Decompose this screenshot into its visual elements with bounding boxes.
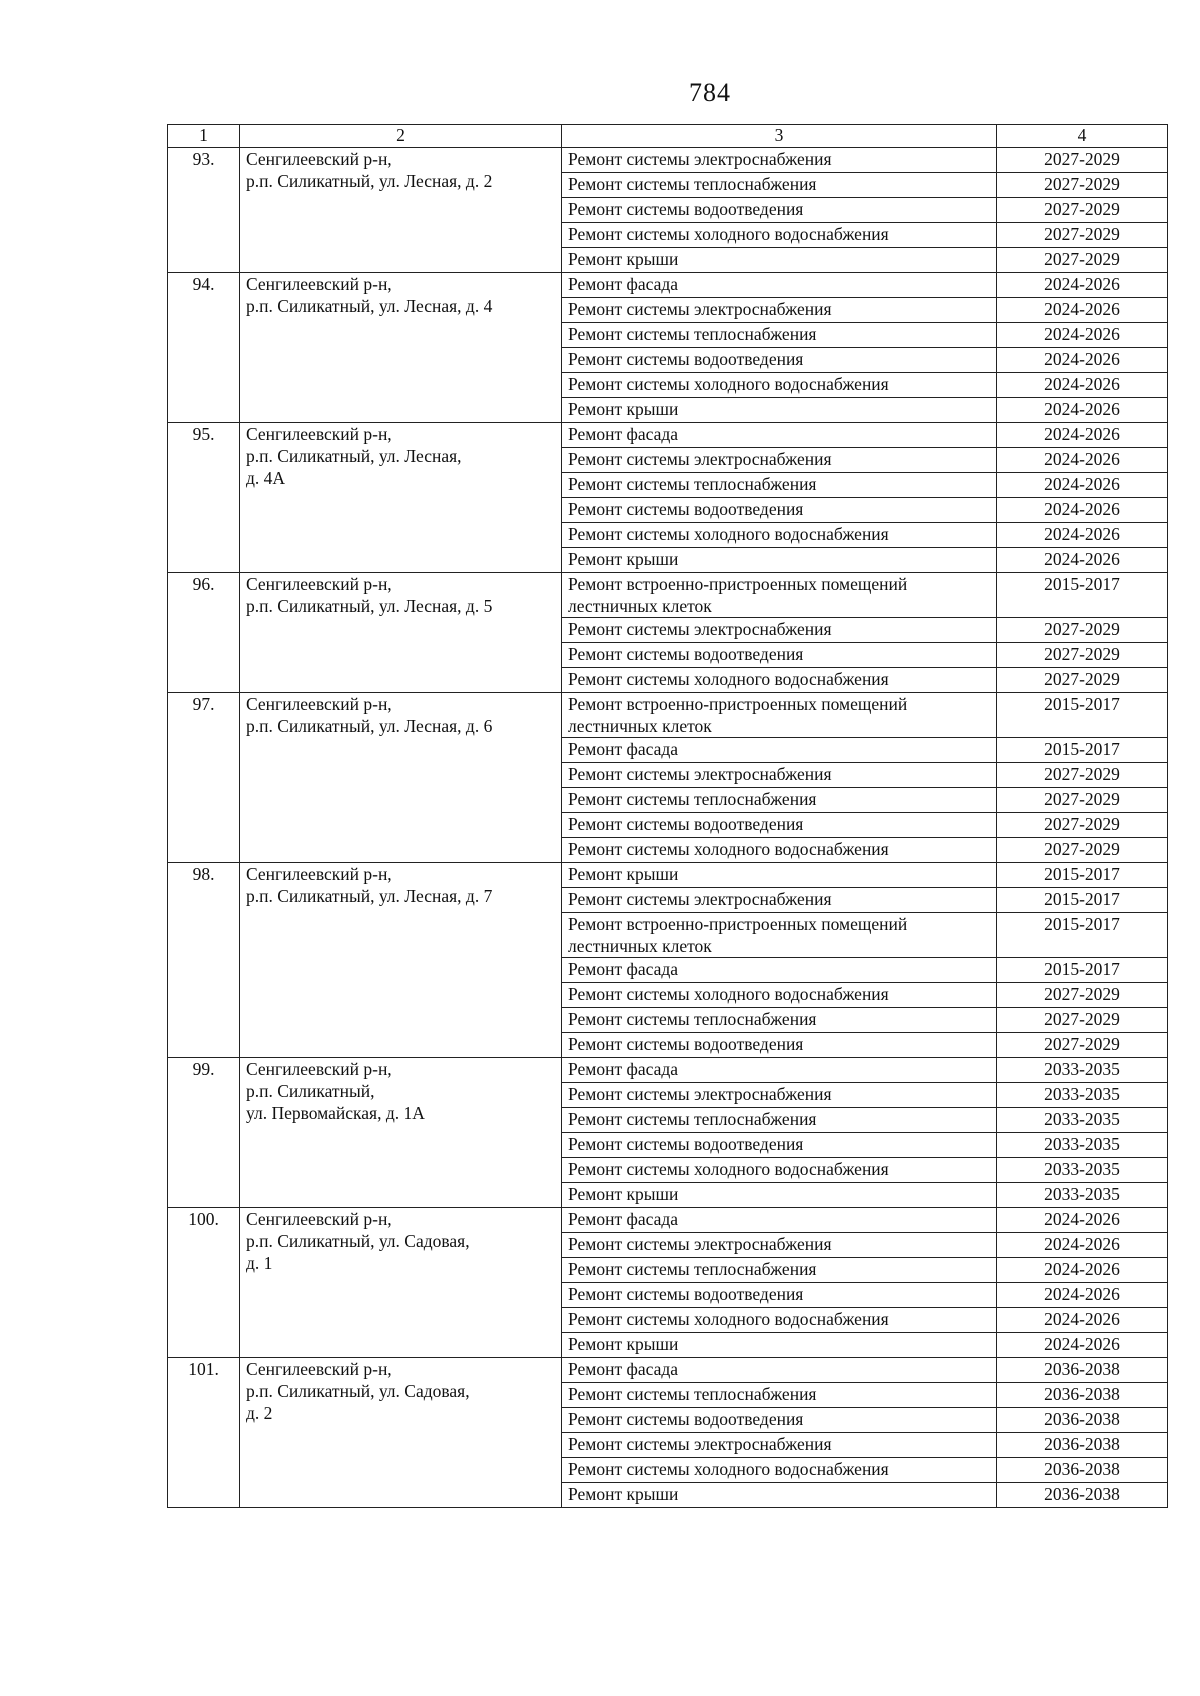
work-period: 2033-2035 xyxy=(997,1183,1168,1208)
work-type: Ремонт системы водоотведения xyxy=(562,198,997,223)
repair-schedule-table xyxy=(167,124,1168,1508)
work-period: 2027-2029 xyxy=(997,223,1168,248)
item-number: 99. xyxy=(168,1058,240,1208)
work-type: Ремонт встроенно-пристроенных помещений лестничных клеток xyxy=(562,693,997,738)
work-period: 2036-2038 xyxy=(997,1433,1168,1458)
work-period: 2024-2026 xyxy=(997,1333,1168,1358)
table-body xyxy=(168,148,1168,1508)
work-period: 2027-2029 xyxy=(997,813,1168,838)
work-type: Ремонт фасада xyxy=(562,1358,997,1383)
work-type: Ремонт системы холодного водоснабжения xyxy=(562,223,997,248)
work-period: 2015-2017 xyxy=(997,863,1168,888)
work-type: Ремонт системы электроснабжения xyxy=(562,1083,997,1108)
work-period: 2036-2038 xyxy=(997,1358,1168,1383)
address-line: р.п. Силикатный, xyxy=(246,1081,375,1101)
work-type: Ремонт крыши xyxy=(562,548,997,573)
work-type: Ремонт системы электроснабжения xyxy=(562,763,997,788)
address-cell xyxy=(240,423,562,573)
work-period: 2024-2026 xyxy=(997,348,1168,373)
work-period: 2027-2029 xyxy=(997,198,1168,223)
address-cell xyxy=(240,1358,562,1508)
work-period: 2033-2035 xyxy=(997,1158,1168,1183)
address-line: р.п. Силикатный, ул. Лесная, д. 7 xyxy=(246,886,493,906)
column-header-3: 3 xyxy=(562,125,997,148)
address-line: Сенгилеевский р-н, xyxy=(246,274,392,294)
work-type: Ремонт системы водоотведения xyxy=(562,643,997,668)
table-row xyxy=(168,1208,1168,1233)
work-type: Ремонт системы водоотведения xyxy=(562,498,997,523)
work-period: 2015-2017 xyxy=(997,888,1168,913)
item-number: 101. xyxy=(168,1358,240,1508)
column-header-2: 2 xyxy=(240,125,562,148)
address-line: д. 2 xyxy=(246,1403,273,1423)
work-period: 2015-2017 xyxy=(997,738,1168,763)
work-type: Ремонт системы теплоснабжения xyxy=(562,1108,997,1133)
work-type: Ремонт системы холодного водоснабжения xyxy=(562,373,997,398)
work-type: Ремонт системы холодного водоснабжения xyxy=(562,1308,997,1333)
item-number: 93. xyxy=(168,148,240,273)
work-period: 2027-2029 xyxy=(997,248,1168,273)
item-number: 95. xyxy=(168,423,240,573)
address-line: Сенгилеевский р-н, xyxy=(246,1209,392,1229)
item-number: 98. xyxy=(168,863,240,1058)
work-period: 2036-2038 xyxy=(997,1383,1168,1408)
work-period: 2027-2029 xyxy=(997,643,1168,668)
address-cell xyxy=(240,693,562,863)
item-number: 94. xyxy=(168,273,240,423)
work-period: 2027-2029 xyxy=(997,668,1168,693)
work-period: 2024-2026 xyxy=(997,1233,1168,1258)
work-period: 2024-2026 xyxy=(997,298,1168,323)
table-row xyxy=(168,693,1168,738)
work-type: Ремонт системы водоотведения xyxy=(562,1283,997,1308)
work-type: Ремонт системы водоотведения xyxy=(562,1033,997,1058)
address-line: Сенгилеевский р-н, xyxy=(246,574,392,594)
work-type: Ремонт системы холодного водоснабжения xyxy=(562,1458,997,1483)
column-header-1: 1 xyxy=(168,125,240,148)
work-type: Ремонт системы теплоснабжения xyxy=(562,1008,997,1033)
work-period: 2024-2026 xyxy=(997,398,1168,423)
work-type: Ремонт фасада xyxy=(562,1058,997,1083)
work-period: 2024-2026 xyxy=(997,423,1168,448)
work-period: 2024-2026 xyxy=(997,523,1168,548)
work-type: Ремонт системы водоотведения xyxy=(562,348,997,373)
work-type: Ремонт системы водоотведения xyxy=(562,813,997,838)
address-line: р.п. Силикатный, ул. Лесная, д. 2 xyxy=(246,171,493,191)
address-line: Сенгилеевский р-н, xyxy=(246,864,392,884)
work-type: Ремонт встроенно-пристроенных помещений лестничных клеток xyxy=(562,573,997,618)
work-type: Ремонт крыши xyxy=(562,1333,997,1358)
address-line: р.п. Силикатный, ул. Лесная, xyxy=(246,446,462,466)
work-type: Ремонт системы теплоснабжения xyxy=(562,1258,997,1283)
work-type: Ремонт системы теплоснабжения xyxy=(562,473,997,498)
work-type: Ремонт фасада xyxy=(562,423,997,448)
address-cell xyxy=(240,273,562,423)
work-type: Ремонт крыши xyxy=(562,1183,997,1208)
work-period: 2036-2038 xyxy=(997,1408,1168,1433)
work-type: Ремонт системы холодного водоснабжения xyxy=(562,668,997,693)
work-period: 2033-2035 xyxy=(997,1108,1168,1133)
table-row xyxy=(168,1358,1168,1383)
work-period: 2024-2026 xyxy=(997,373,1168,398)
work-period: 2024-2026 xyxy=(997,323,1168,348)
work-type: Ремонт системы теплоснабжения xyxy=(562,173,997,198)
work-period: 2033-2035 xyxy=(997,1058,1168,1083)
address-cell xyxy=(240,573,562,693)
work-period: 2015-2017 xyxy=(997,693,1168,738)
work-type: Ремонт системы электроснабжения xyxy=(562,1433,997,1458)
work-type: Ремонт системы холодного водоснабжения xyxy=(562,523,997,548)
work-period: 2015-2017 xyxy=(997,913,1168,958)
address-line: ул. Первомайская, д. 1А xyxy=(246,1103,425,1123)
work-period: 2027-2029 xyxy=(997,173,1168,198)
work-type: Ремонт фасада xyxy=(562,958,997,983)
work-period: 2027-2029 xyxy=(997,983,1168,1008)
work-type: Ремонт системы холодного водоснабжения xyxy=(562,838,997,863)
table-row xyxy=(168,1058,1168,1083)
work-type: Ремонт крыши xyxy=(562,863,997,888)
work-period: 2024-2026 xyxy=(997,273,1168,298)
work-type: Ремонт системы электроснабжения xyxy=(562,1233,997,1258)
item-number: 96. xyxy=(168,573,240,693)
table-row xyxy=(168,273,1168,298)
work-type: Ремонт системы электроснабжения xyxy=(562,298,997,323)
address-line: Сенгилеевский р-н, xyxy=(246,424,392,444)
address-cell xyxy=(240,863,562,1058)
work-type: Ремонт крыши xyxy=(562,1483,997,1508)
work-period: 2027-2029 xyxy=(997,618,1168,643)
address-line: д. 1 xyxy=(246,1253,273,1273)
address-line: Сенгилеевский р-н, xyxy=(246,149,392,169)
work-period: 2024-2026 xyxy=(997,548,1168,573)
work-period: 2036-2038 xyxy=(997,1458,1168,1483)
work-type: Ремонт фасада xyxy=(562,738,997,763)
work-type: Ремонт крыши xyxy=(562,248,997,273)
work-period: 2024-2026 xyxy=(997,498,1168,523)
work-type: Ремонт системы холодного водоснабжения xyxy=(562,1158,997,1183)
work-type: Ремонт крыши xyxy=(562,398,997,423)
address-cell xyxy=(240,1058,562,1208)
work-period: 2015-2017 xyxy=(997,573,1168,618)
address-line: р.п. Силикатный, ул. Садовая, xyxy=(246,1231,470,1251)
address-line: д. 4А xyxy=(246,468,286,488)
work-period: 2027-2029 xyxy=(997,1033,1168,1058)
work-period: 2015-2017 xyxy=(997,958,1168,983)
work-type: Ремонт системы холодного водоснабжения xyxy=(562,983,997,1008)
work-period: 2024-2026 xyxy=(997,448,1168,473)
work-period: 2027-2029 xyxy=(997,148,1168,173)
work-type: Ремонт фасада xyxy=(562,1208,997,1233)
table-row xyxy=(168,863,1168,888)
page-number: 784 xyxy=(689,78,731,107)
address-line: Сенгилеевский р-н, xyxy=(246,1059,392,1079)
work-period: 2024-2026 xyxy=(997,1258,1168,1283)
table-row xyxy=(168,573,1168,618)
work-type: Ремонт встроенно-пристроенных помещений лестничных клеток xyxy=(562,913,997,958)
table-row xyxy=(168,423,1168,448)
work-type: Ремонт системы водоотведения xyxy=(562,1133,997,1158)
work-period: 2024-2026 xyxy=(997,1208,1168,1233)
work-period: 2024-2026 xyxy=(997,1308,1168,1333)
work-period: 2024-2026 xyxy=(997,473,1168,498)
address-line: р.п. Силикатный, ул. Лесная, д. 5 xyxy=(246,596,493,616)
address-cell xyxy=(240,1208,562,1358)
address-line: Сенгилеевский р-н, xyxy=(246,1359,392,1379)
work-period: 2036-2038 xyxy=(997,1483,1168,1508)
address-line: р.п. Силикатный, ул. Садовая, xyxy=(246,1381,470,1401)
address-cell xyxy=(240,148,562,273)
work-type: Ремонт системы теплоснабжения xyxy=(562,1383,997,1408)
work-period: 2033-2035 xyxy=(997,1133,1168,1158)
item-number: 100. xyxy=(168,1208,240,1358)
work-type: Ремонт системы электроснабжения xyxy=(562,618,997,643)
work-type: Ремонт системы теплоснабжения xyxy=(562,323,997,348)
work-period: 2024-2026 xyxy=(997,1283,1168,1308)
work-type: Ремонт системы теплоснабжения xyxy=(562,788,997,813)
work-type: Ремонт системы электроснабжения xyxy=(562,148,997,173)
work-type: Ремонт системы электроснабжения xyxy=(562,448,997,473)
work-period: 2027-2029 xyxy=(997,1008,1168,1033)
work-type: Ремонт системы водоотведения xyxy=(562,1408,997,1433)
column-header-4: 4 xyxy=(997,125,1168,148)
table-row xyxy=(168,148,1168,173)
item-number: 97. xyxy=(168,693,240,863)
address-line: р.п. Силикатный, ул. Лесная, д. 4 xyxy=(246,296,493,316)
work-period: 2033-2035 xyxy=(997,1083,1168,1108)
work-type: Ремонт системы электроснабжения xyxy=(562,888,997,913)
work-period: 2027-2029 xyxy=(997,838,1168,863)
work-type: Ремонт фасада xyxy=(562,273,997,298)
address-line: Сенгилеевский р-н, xyxy=(246,694,392,714)
address-line: р.п. Силикатный, ул. Лесная, д. 6 xyxy=(246,716,493,736)
work-period: 2027-2029 xyxy=(997,763,1168,788)
work-period: 2027-2029 xyxy=(997,788,1168,813)
table-header-row xyxy=(168,125,1168,148)
